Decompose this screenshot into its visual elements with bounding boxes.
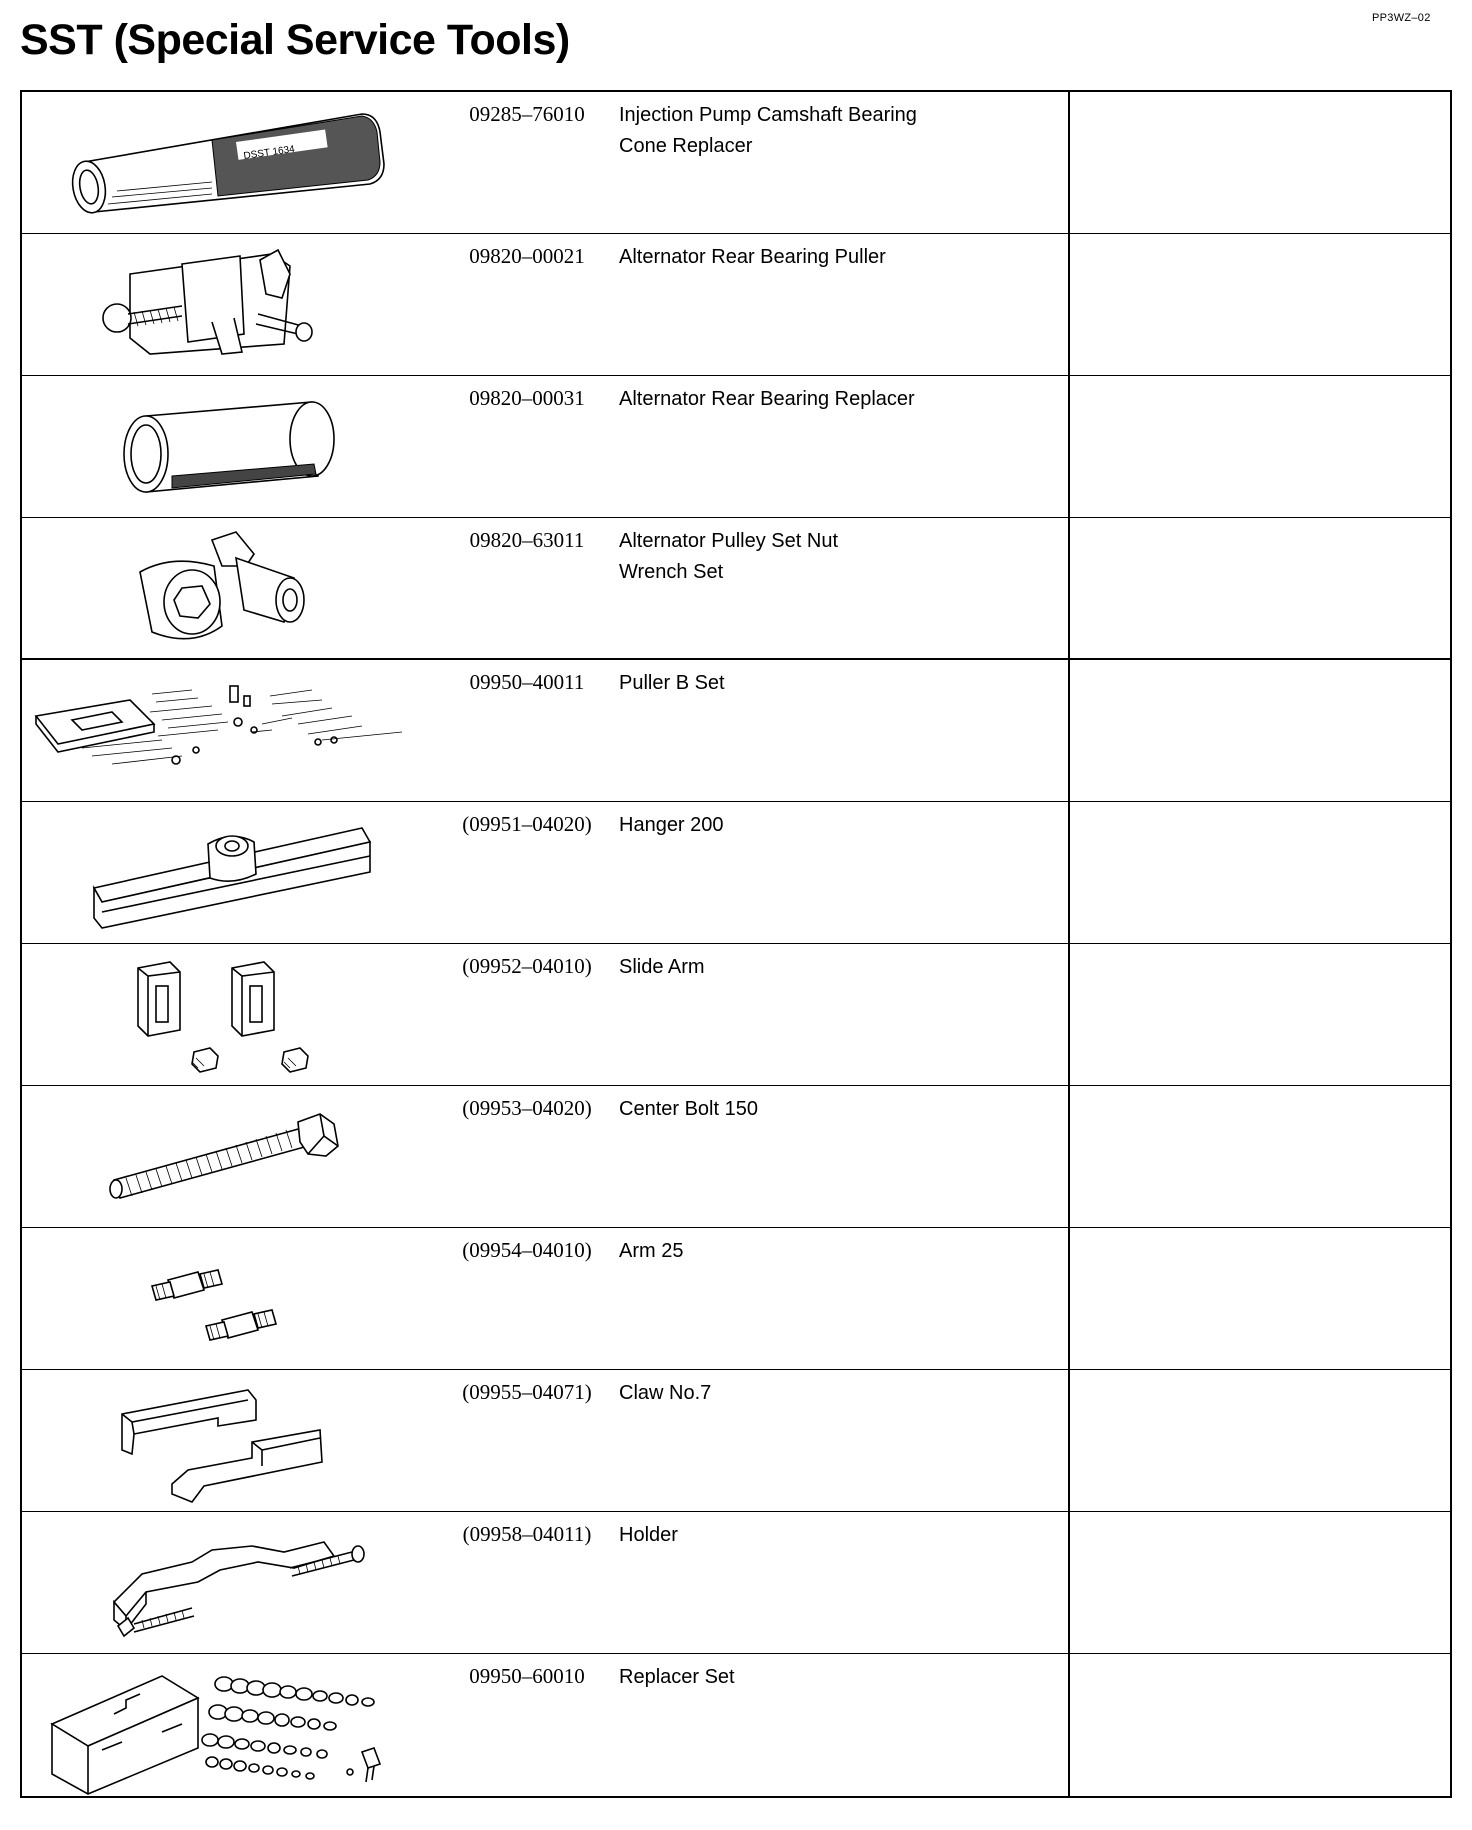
- notes-cell: [1068, 1228, 1452, 1369]
- tool-illustration: [22, 1228, 442, 1369]
- sst-table: [20, 90, 1452, 1798]
- notes-cell: [1068, 1654, 1452, 1796]
- holder-illustration: [22, 1512, 442, 1654]
- part-number: 09820–00031: [469, 386, 585, 410]
- table-row: [22, 518, 1452, 660]
- slide-arm-illustration: [22, 944, 442, 1086]
- tool-name: [619, 526, 1059, 588]
- part-number: 09950–40011: [469, 670, 585, 694]
- part-number: 09950–60010: [469, 1664, 585, 1688]
- table-row: [22, 944, 1452, 1086]
- table-row: [22, 1512, 1452, 1654]
- tool-name: [619, 810, 1059, 841]
- tool-name: [619, 1094, 1059, 1125]
- tool-illustration: [22, 518, 442, 658]
- tool-name: [619, 384, 1059, 415]
- table-row: [22, 1228, 1452, 1370]
- tool-illustration: [22, 234, 442, 375]
- notes-cell: [1068, 944, 1452, 1085]
- tool-name-line: Injection Pump Camshaft Bearing: [619, 104, 917, 126]
- table-row: [22, 1654, 1452, 1796]
- part-number: (09952–04010): [462, 954, 592, 978]
- part-number: (09958–04011): [462, 1522, 592, 1546]
- tool-illustration: [22, 1654, 442, 1796]
- part-number: (09954–04010): [462, 1238, 592, 1262]
- tool-name-line: Alternator Rear Bearing Puller: [619, 246, 886, 268]
- document-code: PP3WZ–02: [1372, 12, 1431, 24]
- tool-name: [619, 952, 1059, 983]
- notes-cell: [1068, 234, 1452, 375]
- tool-illustration: [22, 1512, 442, 1653]
- part-number: 09820–63011: [469, 528, 585, 552]
- nut-wrench-set-illustration: [22, 518, 442, 660]
- svg-text:DSST 1634: DSST 1634: [242, 143, 296, 162]
- tool-name: [619, 1662, 1059, 1693]
- tool-illustration: [22, 802, 442, 943]
- bearing-replacer-illustration: [22, 376, 442, 518]
- bearing-cone-replacer-illustration: [22, 92, 442, 234]
- tool-name-line: Arm 25: [619, 1240, 684, 1262]
- tool-name: [619, 1520, 1059, 1551]
- part-number: (09955–04071): [462, 1380, 592, 1404]
- bearing-puller-illustration: [22, 234, 442, 376]
- table-row: [22, 1370, 1452, 1512]
- part-number: 09285–76010: [469, 102, 585, 126]
- notes-cell: [1068, 660, 1452, 801]
- replacer-set-illustration: [22, 1654, 442, 1796]
- tool-illustration: [22, 1370, 442, 1511]
- tool-name-line: Puller B Set: [619, 672, 725, 694]
- notes-cell: [1068, 1512, 1452, 1653]
- tool-illustration: [22, 944, 442, 1085]
- tool-name: [619, 1236, 1059, 1267]
- center-bolt-illustration: [22, 1086, 442, 1228]
- notes-cell: [1068, 518, 1452, 658]
- tool-name: [619, 242, 1059, 273]
- table-row: [22, 802, 1452, 944]
- puller-set-illustration: [22, 660, 442, 802]
- arm-illustration: [22, 1228, 442, 1370]
- part-number: (09951–04020): [462, 812, 592, 836]
- table-row: [22, 1086, 1452, 1228]
- tool-name-line: Alternator Rear Bearing Replacer: [619, 388, 915, 410]
- tool-name: [619, 668, 1059, 699]
- part-number: 09820–00021: [469, 244, 585, 268]
- tool-name-line: Center Bolt 150: [619, 1098, 758, 1120]
- tool-name-line: Holder: [619, 1524, 678, 1546]
- notes-cell: [1068, 376, 1452, 517]
- tool-name-line: Replacer Set: [619, 1666, 735, 1688]
- tool-illustration: [22, 660, 442, 801]
- notes-cell: [1068, 802, 1452, 943]
- page-title: SST (Special Service Tools): [20, 16, 570, 64]
- notes-cell: [1068, 1086, 1452, 1227]
- table-row: [22, 660, 1452, 802]
- tool-name: [619, 100, 1059, 162]
- table-row: [22, 234, 1452, 376]
- notes-cell: [1068, 1370, 1452, 1511]
- hanger-illustration: [22, 802, 442, 944]
- tool-illustration: [22, 1086, 442, 1227]
- tool-illustration: [22, 92, 442, 233]
- tool-name: [619, 1378, 1059, 1409]
- tool-name-line: Wrench Set: [619, 561, 724, 583]
- tool-name-line: Slide Arm: [619, 956, 705, 978]
- tool-name-line: Alternator Pulley Set Nut: [619, 530, 838, 552]
- tool-illustration: [22, 376, 442, 517]
- part-number: (09953–04020): [462, 1096, 592, 1120]
- tool-name-line: Cone Replacer: [619, 135, 753, 157]
- table-row: [22, 92, 1452, 234]
- tool-name-line: Claw No.7: [619, 1382, 712, 1404]
- notes-cell: [1068, 92, 1452, 233]
- table-row: [22, 376, 1452, 518]
- claw-illustration: [22, 1370, 442, 1512]
- tool-name-line: Hanger 200: [619, 814, 724, 836]
